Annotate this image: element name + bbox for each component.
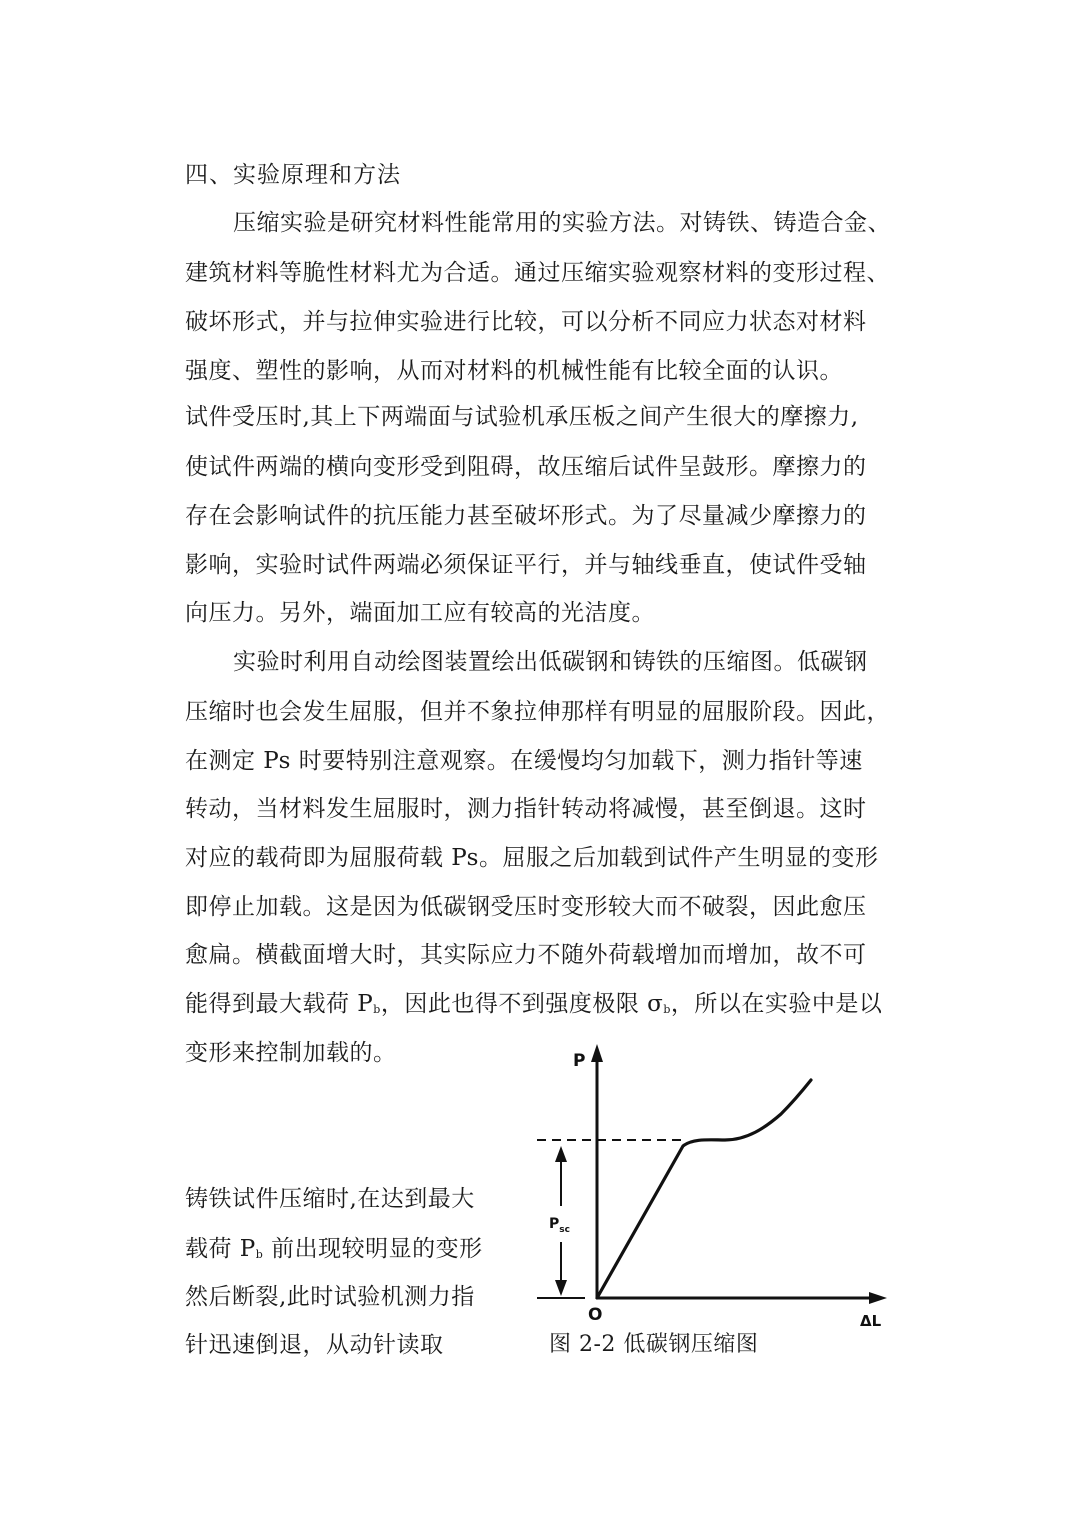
compression-diagram bbox=[515, 1030, 905, 1340]
paragraph-line: 建筑材料等脆性材料尤为合适。通过压缩实验观察材料的变形过程、 bbox=[185, 260, 890, 286]
dimension-arrow-down bbox=[555, 1280, 567, 1296]
subscript: b bbox=[255, 1248, 264, 1261]
paragraph-line: 针迅速倒退，从动针读取 bbox=[185, 1332, 444, 1358]
text-segment: 载荷 P bbox=[185, 1236, 256, 1262]
paragraph-line: 转动，当材料发生屈服时，测力指针转动将减慢，甚至倒退。这时 bbox=[185, 796, 867, 822]
paragraph-line: 即停止加载。这是因为低碳钢受压时变形较大而不破裂，因此愈压 bbox=[185, 894, 867, 920]
y-axis-arrowhead bbox=[591, 1044, 603, 1062]
psc-label: $P_{sc}$ bbox=[549, 1216, 570, 1235]
figure-caption: 图 2-2 低碳钢压缩图 bbox=[549, 1332, 759, 1357]
paragraph-line: 影响，实验时试件两端必须保证平行，并与轴线垂直，使试件受轴 bbox=[185, 552, 867, 578]
text-segment: 能得到最大载荷 P bbox=[185, 991, 374, 1017]
paragraph-line: 实验时利用自动绘图装置绘出低碳钢和铸铁的压缩图。低碳钢 bbox=[233, 649, 868, 675]
paragraph-line: 在测定 Ps 时要特别注意观察。在缓慢均匀加载下，测力指针等速 bbox=[185, 748, 863, 774]
paragraph-line: 向压力。另外，端面加工应有较高的光洁度。 bbox=[185, 600, 655, 626]
origin-label: O bbox=[588, 1305, 603, 1325]
paragraph-line: 压缩实验是研究材料性能常用的实验方法。对铸铁、铸造合金、 bbox=[233, 210, 891, 236]
x-axis-arrowhead bbox=[869, 1292, 887, 1304]
dimension-arrow-up bbox=[555, 1146, 567, 1162]
paragraph-line: 存在会影响试件的抗压能力甚至破坏形式。为了尽量减少摩擦力的 bbox=[185, 503, 867, 529]
paragraph-line: 使试件两端的横向变形受到阻碍，故压缩后试件呈鼓形。摩擦力的 bbox=[185, 454, 867, 480]
text-segment: ，因此也得不到强度极限 σ bbox=[380, 991, 664, 1017]
paragraph-line: 压缩时也会发生屈服，但并不象拉伸那样有明显的屈服阶段。因此， bbox=[185, 699, 890, 725]
paragraph-line: 愈扁。横截面增大时，其实际应力不随外荷载增加而增加，故不可 bbox=[185, 942, 867, 968]
section-heading: 四、实验原理和方法 bbox=[185, 162, 401, 188]
paragraph-line: 试件受压时,其上下两端面与试验机承压板之间产生很大的摩擦力, bbox=[185, 404, 859, 430]
x-axis-label: ΔL bbox=[860, 1312, 882, 1330]
subscript: b bbox=[663, 1003, 671, 1016]
paragraph-line bbox=[185, 1234, 483, 1270]
paragraph-line bbox=[185, 989, 882, 1025]
y-axis-label: P bbox=[573, 1051, 586, 1071]
paragraph-line: 对应的载荷即为屈服荷载 Ps。屈服之后加载到试件产生明显的变形 bbox=[185, 845, 879, 871]
paragraph-line: 强度、塑性的影响，从而对材料的机械性能有比较全面的认识。 bbox=[185, 358, 843, 384]
load-deformation-curve bbox=[597, 1080, 811, 1298]
paragraph-line: 破坏形式，并与拉伸实验进行比较，可以分析不同应力状态对材料 bbox=[185, 309, 867, 335]
paragraph-line: 然后断裂,此时试验机测力指 bbox=[185, 1284, 475, 1310]
paragraph-line: 变形来控制加载的。 bbox=[185, 1040, 397, 1066]
text-segment: ，所以在实验中是以 bbox=[670, 991, 883, 1017]
paragraph-line: 铸铁试件压缩时,在达到最大 bbox=[185, 1186, 475, 1212]
subscript: b bbox=[373, 1003, 381, 1016]
text-segment: 前出现较明显的变形 bbox=[263, 1236, 483, 1262]
